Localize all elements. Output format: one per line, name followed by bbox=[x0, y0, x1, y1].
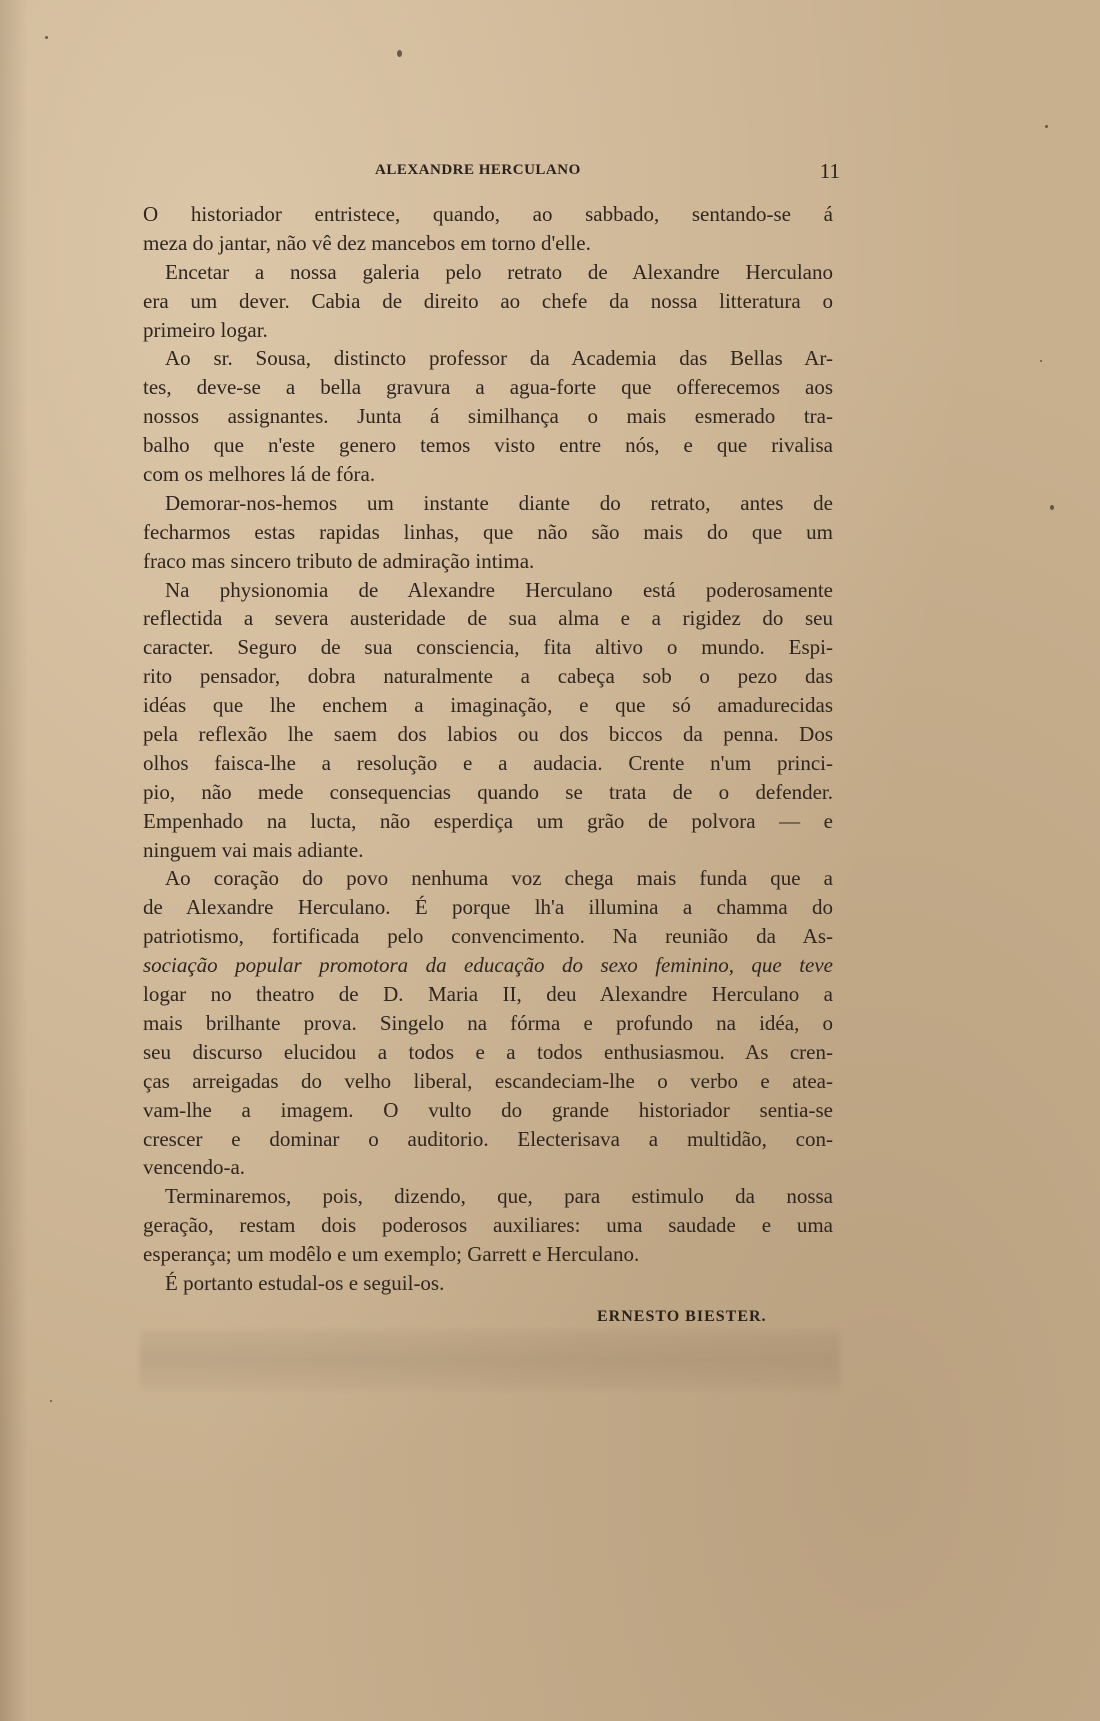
text-line: com os melhores lá de fóra. bbox=[143, 462, 376, 487]
text-line: Demorar-nos-hemos um instante diante do retrato, antes de bbox=[165, 490, 833, 515]
text-line: olhos faisca-lhe a resolução e a audacia. Crente n'um princi- bbox=[143, 750, 833, 775]
paper-speck bbox=[1050, 505, 1054, 510]
text-line: mais brilhante prova. Singelo na fórma e profundo na idéa, o bbox=[143, 1010, 833, 1035]
text-line: ninguem vai mais adiante. bbox=[143, 837, 364, 862]
text-line: Ao sr. Sousa, distincto professor da Academia das Bellas Ar- bbox=[165, 346, 833, 371]
show-through-bleed bbox=[140, 1330, 840, 1390]
text-line: nossos assignantes. Junta á similhança o mais esmerado tra- bbox=[143, 404, 833, 429]
text-line: primeiro logar. bbox=[143, 317, 268, 342]
body-text bbox=[143, 200, 833, 1298]
text-line: Encetar a nossa galeria pelo retrato de Alexandre Herculano bbox=[165, 259, 833, 284]
text-line: de Alexandre Herculano. É porque lh'a illumina a chamma do bbox=[143, 895, 833, 920]
text-line: pio, não mede consequencias quando se trata de o defender. bbox=[143, 779, 833, 804]
text-line: logar no theatro de D. Maria II, deu Alexandre Herculano a bbox=[143, 982, 833, 1007]
text-line: seu discurso elucidou a todos e a todos enthusiasmou. As cren- bbox=[143, 1039, 833, 1064]
text-line: balho que n'este genero temos visto entre nós, e que rivalisa bbox=[143, 433, 833, 458]
text-line: idéas que lhe enchem a imaginação, e que só amadurecidas bbox=[143, 693, 833, 718]
text-line: fecharmos estas rapidas linhas, que não são mais do que um bbox=[143, 519, 833, 544]
text-line: Ao coração do povo nenhuma voz chega mais funda que a bbox=[165, 866, 833, 891]
paper-speck bbox=[397, 50, 402, 57]
text-line: era um dever. Cabia de direito ao chefe da nossa litteratura o bbox=[143, 288, 833, 313]
text-line: meza do jantar, não vê dez mancebos em torno d'elle. bbox=[143, 230, 591, 255]
paper-speck bbox=[50, 1400, 52, 1402]
text-line: Terminaremos, pois, dizendo, que, para estimulo da nossa bbox=[165, 1184, 833, 1209]
text-line: caracter. Seguro de sua consciencia, fita altivo o mundo. Espi- bbox=[143, 635, 833, 660]
text-line: crescer e dominar o auditorio. Electerisava a multidão, con- bbox=[143, 1126, 833, 1151]
text-line: geração, restam dois poderosos auxiliares: uma saudade e uma bbox=[143, 1213, 833, 1238]
text-line: reflectida a severa austeridade de sua alma e a rigidez do seu bbox=[143, 606, 833, 631]
text-line: Empenhado na lucta, não esperdiça um grão de polvora — e bbox=[143, 808, 833, 833]
text-line: tes, deve-se a bella gravura a agua-forte que offerecemos aos bbox=[143, 375, 833, 400]
paper-speck bbox=[45, 36, 48, 39]
text-line: É portanto estudal-os e seguil-os. bbox=[165, 1270, 445, 1295]
text-line bbox=[143, 951, 833, 980]
text-line: pela reflexão lhe saem dos labios ou dos biccos da penna. Dos bbox=[143, 722, 833, 747]
author-signature: ERNESTO BIESTER. bbox=[597, 1308, 767, 1325]
text-line: esperança; um modêlo e um exemplo; Garrett e Herculano. bbox=[143, 1242, 640, 1267]
text-line: vencendo-a. bbox=[143, 1155, 246, 1180]
running-head bbox=[140, 159, 840, 186]
text-line: vam-lhe a imagem. O vulto do grande historiador sentia-se bbox=[143, 1097, 833, 1122]
association-name: sociação popular promotora da educação do sexo feminino, que teve bbox=[143, 953, 833, 978]
paper-speck bbox=[1040, 360, 1042, 362]
text-line: Na physionomia de Alexandre Herculano está poderosamente bbox=[165, 577, 833, 602]
text-line: rito pensador, dobra naturalmente a cabeça sob o pezo das bbox=[143, 664, 833, 689]
text-line: patriotismo, fortificada pelo convencimento. Na reunião da As- bbox=[143, 924, 833, 949]
text-line: fraco mas sincero tributo de admiração intima. bbox=[143, 548, 535, 573]
running-head-title: ALEXANDRE HERCULANO bbox=[375, 162, 581, 178]
page-number: 11 bbox=[819, 159, 840, 183]
text-line: ças arreigadas do velho liberal, escandeciam-lhe o verbo e atea- bbox=[143, 1068, 833, 1093]
text-line: O historiador entristece, quando, ao sabbado, sentando-se á bbox=[143, 202, 833, 226]
paper-speck bbox=[1045, 125, 1048, 128]
